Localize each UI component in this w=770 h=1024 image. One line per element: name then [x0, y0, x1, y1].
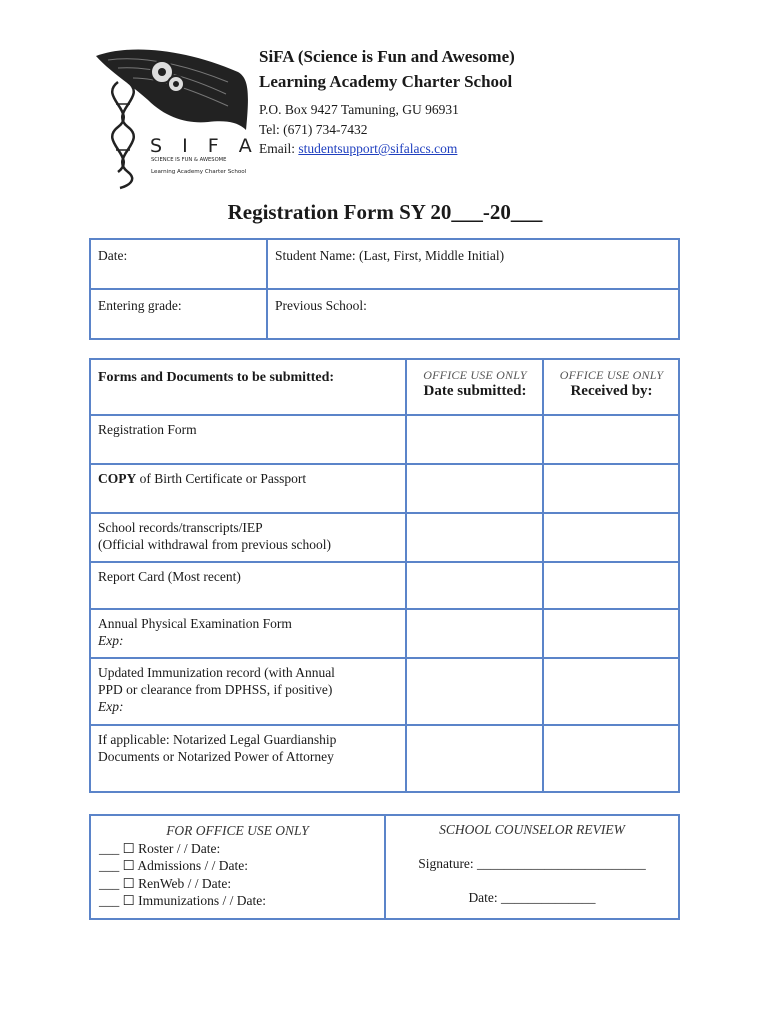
date-submitted-cell[interactable]: [406, 658, 543, 725]
office-check-roster[interactable]: ___ ☐ Roster / / Date:: [99, 840, 221, 856]
date-submitted-cell[interactable]: [406, 415, 543, 464]
date-submitted-label: Date submitted:: [423, 383, 527, 399]
documents-table: [89, 358, 680, 793]
received-by-cell[interactable]: [543, 513, 679, 562]
received-by-header: [543, 359, 679, 415]
office-check-immunizations[interactable]: ___ ☐ Immunizations / / Date:: [99, 893, 266, 908]
office-check-admissions[interactable]: ___ ☐ Admissions / / Date:: [99, 858, 248, 873]
logo-tagline: SCIENCE IS FUN & AWESOME: [151, 157, 227, 163]
school-email-line: [259, 139, 515, 159]
review-table: [89, 814, 680, 920]
copy-emphasis: COPY: [98, 471, 137, 486]
date-submitted-cell[interactable]: [406, 725, 543, 792]
date-submitted-cell[interactable]: [406, 609, 543, 658]
records-line1: School records/transcripts/IEP: [98, 520, 263, 535]
entering-grade-field[interactable]: Entering grade:: [90, 289, 267, 339]
signature-field[interactable]: Signature: _________________________: [418, 856, 646, 871]
guardian-line1: If applicable: Notarized Legal Guardianship: [98, 732, 337, 747]
form-title: Registration Form SY 20___-20___: [227, 200, 543, 224]
student-info-table: [89, 238, 680, 340]
office-check-renweb[interactable]: ___ ☐ RenWeb / / Date:: [99, 875, 232, 891]
received-by-cell[interactable]: [543, 658, 679, 725]
doc-report-card: Report Card (Most recent): [90, 562, 406, 609]
records-line2: (Official withdrawal from previous school): [98, 537, 331, 552]
date-field[interactable]: Date:: [90, 239, 267, 289]
birth-cert-text: of Birth Certificate or Passport: [136, 471, 307, 486]
counselor-review-box: [385, 815, 679, 919]
school-address: P.O. Box 9427 Tamuning, GU 96931: [259, 102, 459, 117]
school-name-line2: Learning Academy Charter School: [259, 72, 513, 91]
school-logo: [88, 42, 253, 190]
date-submitted-cell[interactable]: [406, 513, 543, 562]
date-submitted-header: [406, 359, 543, 415]
school-name-line1: SiFA (Science is Fun and Awesome): [259, 47, 515, 66]
logo-letters: S I F A: [150, 135, 253, 157]
date-submitted-cell[interactable]: [406, 562, 543, 609]
email-label: Email:: [259, 141, 299, 156]
previous-school-field[interactable]: Previous School:: [267, 289, 679, 339]
received-by-cell[interactable]: [543, 415, 679, 464]
counselor-date-field[interactable]: Date: ______________: [468, 890, 596, 905]
received-by-cell[interactable]: [543, 725, 679, 792]
physical-exp: Exp:: [98, 633, 124, 648]
immun-line1: Updated Immunization record (with Annual: [98, 665, 335, 680]
received-by-label: Received by:: [570, 383, 653, 399]
student-name-field[interactable]: Student Name: (Last, First, Middle Initial): [267, 239, 679, 289]
doc-physical-exam: [90, 609, 406, 658]
received-by-cell[interactable]: [543, 562, 679, 609]
email-link[interactable]: studentsupport@sifalacs.com: [298, 141, 458, 156]
office-use-title: FOR OFFICE USE ONLY: [166, 823, 309, 838]
school-tel: Tel: (671) 734-7432: [259, 121, 368, 137]
guardian-line2: Documents or Notarized Power of Attorney: [98, 749, 334, 764]
office-use-box: [90, 815, 385, 919]
physical-line: Annual Physical Examination Form: [98, 616, 292, 631]
office-use-label: OFFICE USE ONLY: [423, 368, 527, 382]
counselor-review-title: SCHOOL COUNSELOR REVIEW: [439, 822, 625, 837]
immun-exp: Exp:: [98, 699, 124, 714]
doc-school-records: [90, 513, 406, 562]
doc-registration-form: Registration Form: [90, 415, 406, 464]
office-use-label: OFFICE USE ONLY: [559, 368, 664, 382]
date-submitted-cell[interactable]: [406, 464, 543, 513]
doc-guardianship: [90, 725, 406, 792]
logo-subtitle: Learning Academy Charter School: [151, 169, 247, 175]
doc-immunization: [90, 658, 406, 725]
documents-header: Forms and Documents to be submitted:: [90, 359, 406, 415]
received-by-cell[interactable]: [543, 609, 679, 658]
doc-birth-certificate: [90, 464, 406, 513]
immun-line2: PPD or clearance from DPHSS, if positive): [98, 682, 333, 697]
school-info: [259, 44, 515, 159]
received-by-cell[interactable]: [543, 464, 679, 513]
